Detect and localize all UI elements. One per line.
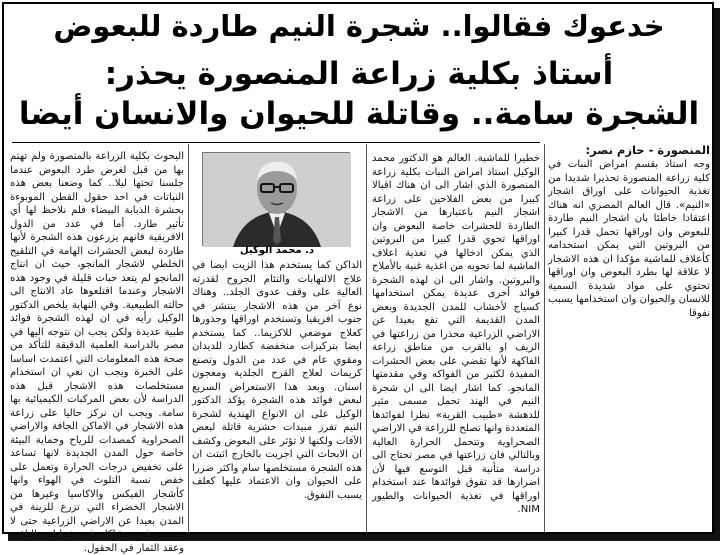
headline-main: خدعوك فقالوا.. شجرة النيم طاردة للبعوض xyxy=(53,9,665,43)
portrait-image xyxy=(203,153,351,247)
column-divider xyxy=(188,144,189,532)
headline-third: الشجرة سامة.. وقاتلة للحيوان والانسان أيضا xyxy=(18,96,700,132)
article-text: البحوث بكلية الزراعة بالمنصورة ولم تهتم بها من قبل لغرض طرد البعوض عندما جلسنا تحتها ليلا.. كما وضعنا بعض هذه النباتات في احد حقول القطن الموبوءة بحشرة الذبابة البيضاء فلم نلاحظ لها أي تأثير طارد. أما في عدد من الدول الافريقية فانهم يزرعون هذه الشجرة لأنها طاردة لبعض الحشرات الهامة في التلقيح الخلطي لاشجار المانجو، حيث ان انتاج المانجو لم يتعد حبات قليلة في وجود هذه الاشجار وعندما اقتلعوها عاد الانتاج الى حالته الطبيعية. وفي النهاية يلخص الدكتور الوكيل رأيه في ان لهذه الشجرة فوائد طبية عديدة ولكن يجب ان نتوجه اليها في مصر بالدراسة العلمية الدقيقة للتأكد من صحة هذه المعلومات التي اعتمدت اساسا على الخبرة ويجب ان نعي ان استخدام مستخلصات هذه الاشجار قبل هذه الدراسة لأن بعض المركبات الكيميائية بها سامة. ويجب ان نركز حاليا على زراعة هذه الاشجار في الاماكن الجافة والاراضي الصحراوية كمصدات للرياح وحماية البيئة خاصة حول المدن الجديدة لانها تساعد على تخفيض درجات الحرارة وتعمل على خفض نسبة التلوث في الهواء وانها كأشجار الفيكس والاكاسيا وغيرها من الاشجار الخضراء التي تزرع للزينة في المدن بعيدا عن الاراضي الزراعية حتى لا تتسبب في مشاكل في عمليات التلقيح وعقد الثمار في الحقول. xyxy=(10,151,184,554)
article-text: خطيرا للماشية. العالم هو الدكتور محمد الوكيل استاذ امراض النبات بكلية زراعة المنصورة الذي اشار الى ان هناك اقبالا كبيرا من بعض الفلاحين على زراعة اشجار النيم باعتبارها من الاشجار الطاردة للحشرات خاصة البعوض وان اوراقها تحوي قدرا كبيرا من البروتين الذي يمكن ادخالها في تغذية اعلاف الماشية لما تحويه من اغذية غنية بالأملاح والبروتين. واشار الى ان لهذه الشجرة فوائد أخرى عديدة يمكن استخدامها كسياج لأخشاب للمدن الجديدة وبعض المدن القديمة التي تقع بعيدا عن الاراضي الزراعية محذرا من زراعتها في الريف او بالقرب من مناطق زراعة الفاكهة لأنها تقضي على بعض الحشرات المفيدة لكثير من الفواكه وفي مقدمتها المانجو. كما اشار ايضا الى ان شجرة النيم في الهند تحمل مسمى مثير للدهشة «طبيب القرية» نظرا لفوائدها المتعددة وانها تصلح للزراعة في الاراضي الصحراوية وتتحمل الحرارة العالية وبالتالي فان زراعتها في مصر تحتاج الى دراسة متأنية قبل التوسع فيها لأن اضرارها قد تفوق فوائدها عند استخدام اوراقها في تغذية الحيوانات والطيور NIM. xyxy=(372,153,540,515)
article-column-2 xyxy=(372,152,540,532)
article-column-1 xyxy=(548,142,710,527)
headline-secondary: أستاذ بكلية زراعة المنصورة يحذر: xyxy=(104,56,614,92)
column-divider xyxy=(544,144,545,532)
section-rule xyxy=(12,142,540,143)
article-text: الداكن كما يستخدم هذا الزيت ايضا في علاج الالتهابات والتئام الجروح لقدرته العالية على وقف عدوى الجلد.. وهناك نوع آخر من هذه الاشجار ينتشر في جنوب افريقيا وتستخدم اوراقها وجذورها كعلاج موضعي للاكزيما.. كما يستخدم ايضا بتركيزات منخفضة كطارد للديدان ومقوي عام في عدد من الدول وتصنع كريمات لعلاج القرح الجلدية ومعجون اسنان. وبعد هذا الاستعراض السريع لبعض فوائد هذه الشجرة يؤكد الدكتور الوكيل على ان الانواع الهندية لشجرة النيم تفرز مبيدات حشرية قاتلة لبعض الآفات ولكنها لا تؤثر على البعوض وكشف ان الابحاث التي اجريت بالخارج اثبتت ان هذه الشجرة مستخلصها سام واكثر ضررا على الحيوان وان الاعتماد عليها كعلف يسبب النفوق. xyxy=(192,260,362,501)
column-divider xyxy=(366,144,367,532)
article-text: وجه استاذ بقسم امراض النبات في كلية زراعة المنصورة تحذيرا شديدا من تغذية الحيوانات على اوراق اشجار «النيم». قال العالم المصري انه هناك اعتقادا خاطئا بان اشجار النيم طاردة للبعوض وان اوراقها تحمل قدرا كبيرا من البروتين التي يمكن استخدامه كأعلاف للماشية مؤكدا ان هذه الاشجار لا علاقة لها بطرد البعوض وان اوراقها تحتوي على مواد شديدة السمية للانسان والحيوان وان استخدامها يسبب نفوقا xyxy=(548,159,710,319)
page-shadow-right xyxy=(714,8,720,540)
newspaper-clipping xyxy=(2,2,714,554)
portrait-photo xyxy=(202,152,350,246)
article-column-3 xyxy=(192,259,362,534)
article-column-4 xyxy=(10,150,184,554)
byline: المنصورة - حازم نصر: xyxy=(585,143,710,157)
photo-caption: د. محمد الوكيل xyxy=(239,245,315,256)
